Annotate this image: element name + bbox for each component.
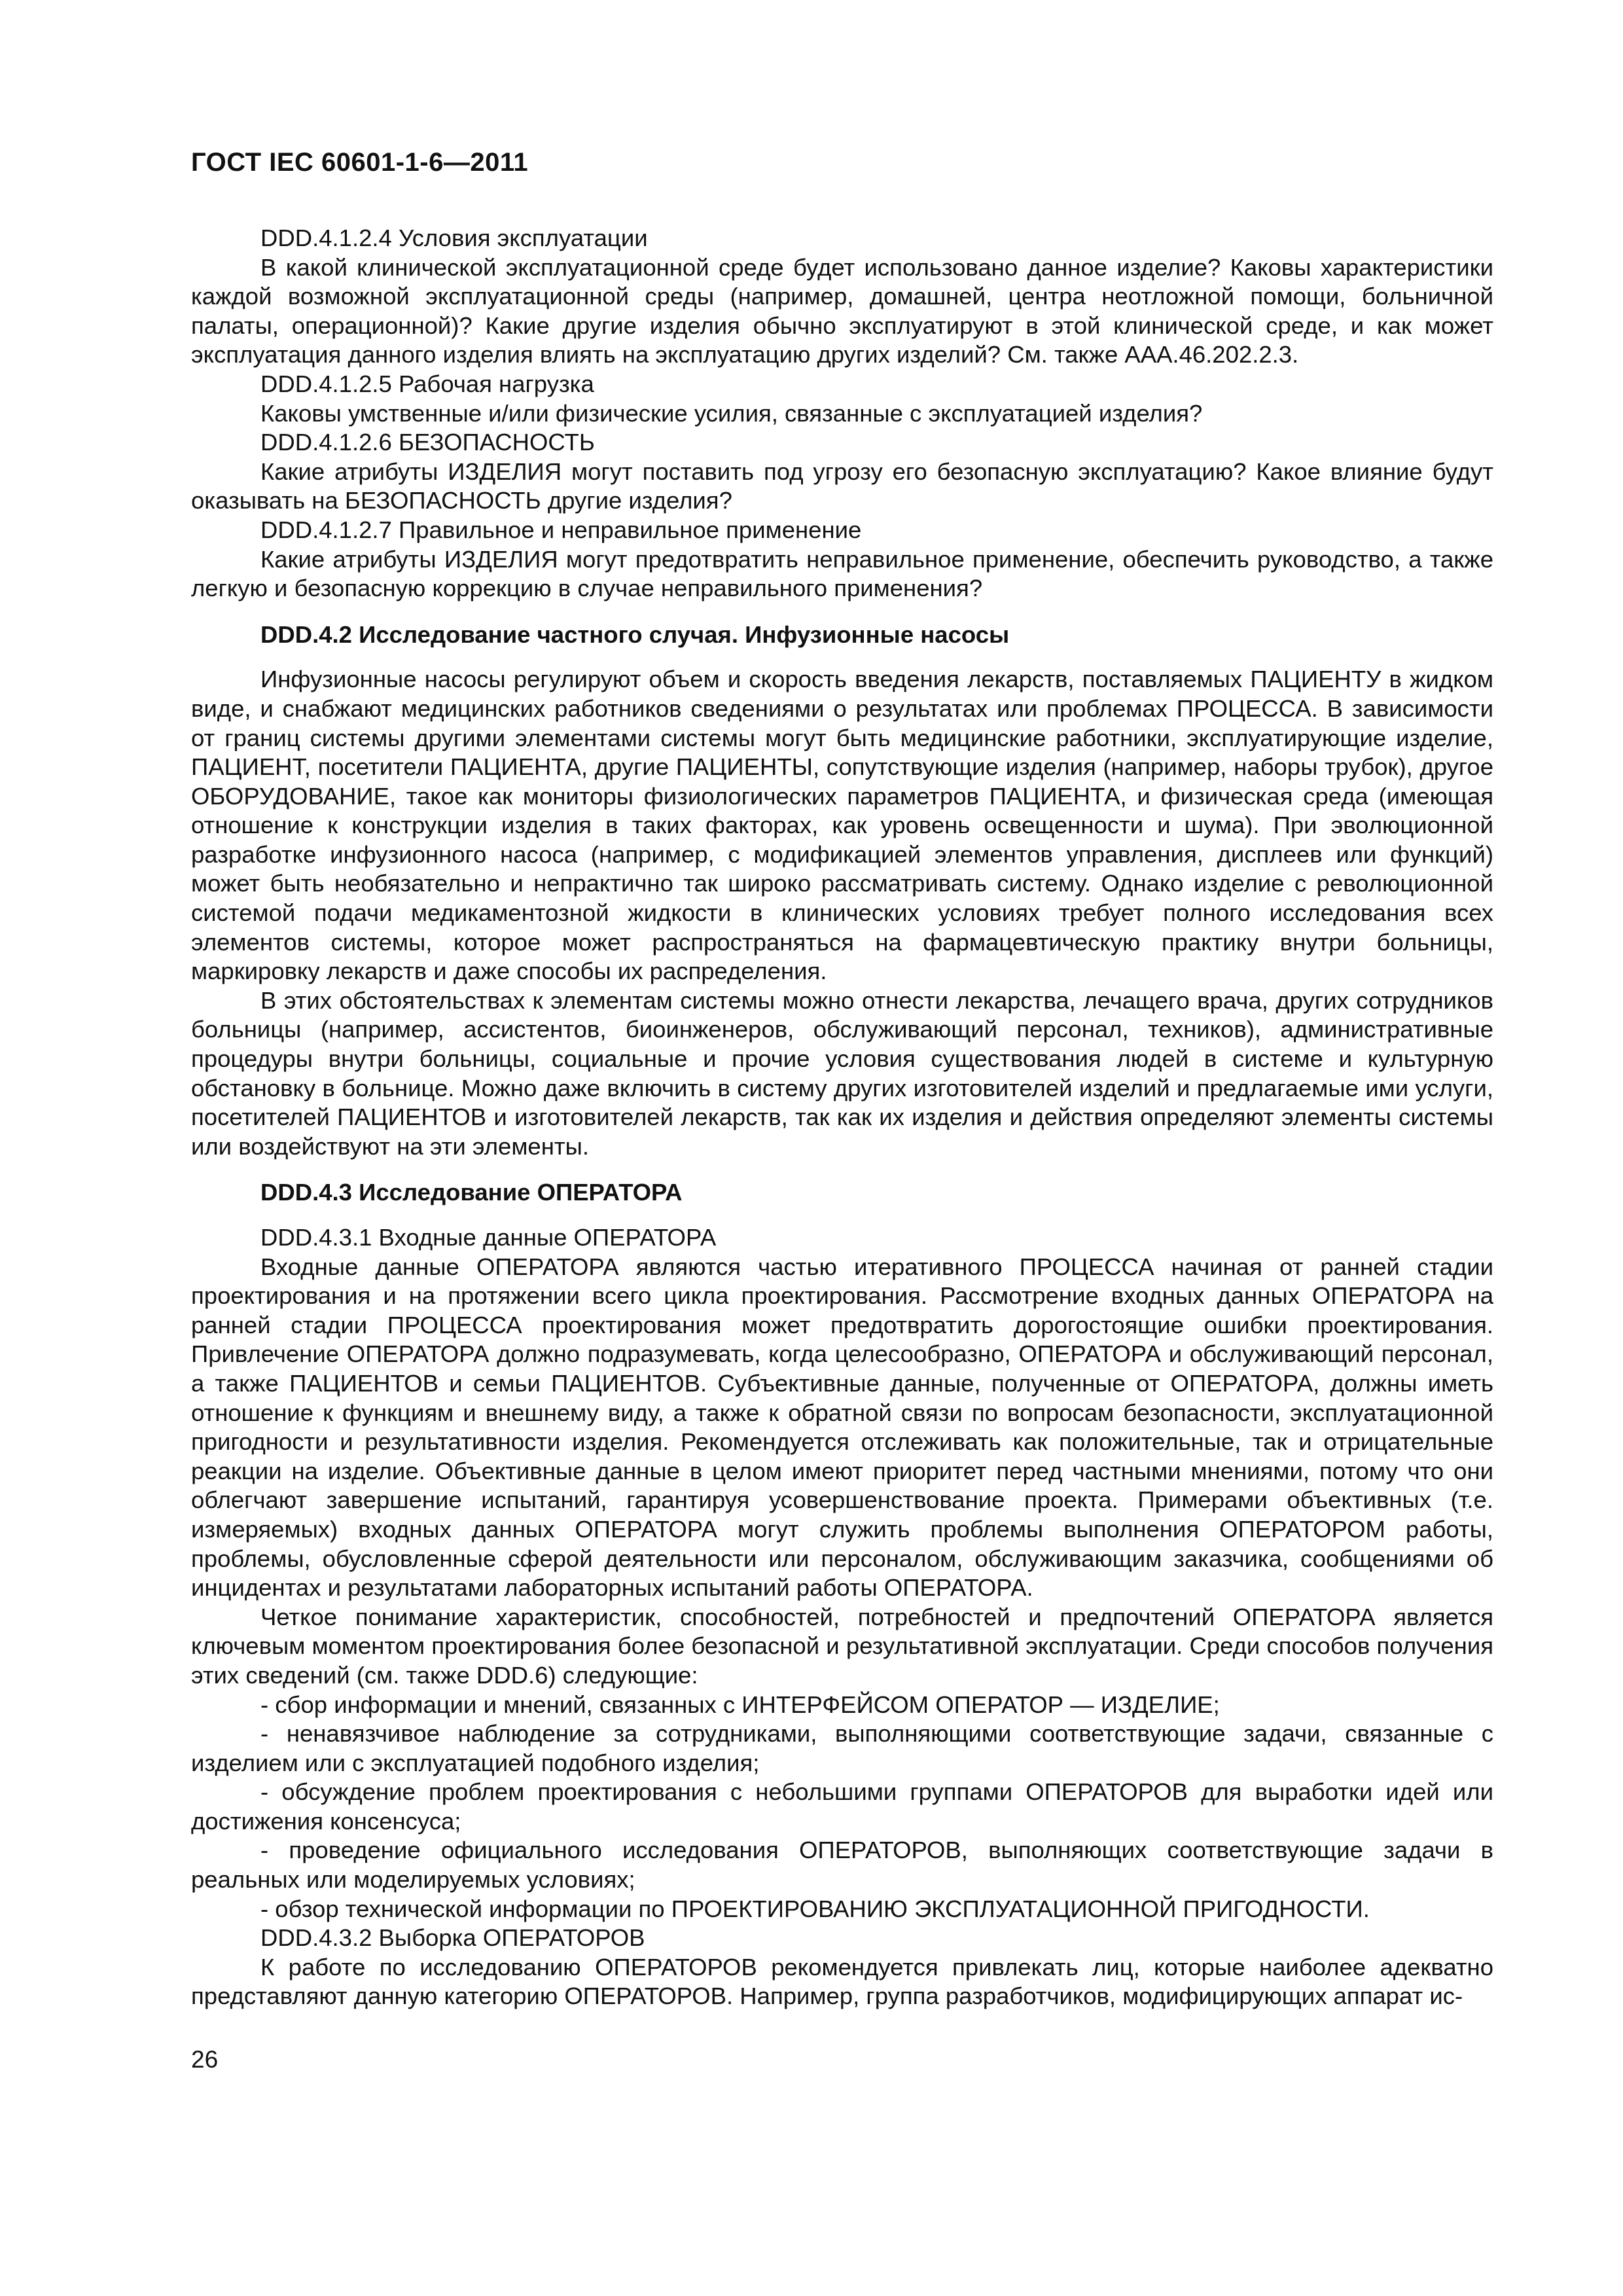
paragraph: Какие атрибуты ИЗДЕЛИЯ могут предотвратить неправильное применение, обеспечить руководство, а также легкую и безопасную коррекцию в случае неправильного применения? <box>191 545 1493 602</box>
document-header: ГОСТ IEC 60601-1-6—2011 <box>191 148 529 177</box>
paragraph: - проведение официального исследования ОПЕРАТОРОВ, выполняющих соответствующие задачи в реальных или моделируемых условиях; <box>191 1837 1493 1893</box>
paragraph: DDD.4.1.2.4 Условия эксплуатации <box>260 224 648 251</box>
paragraph: DDD.4.1.2.5 Рабочая нагрузка <box>260 370 594 397</box>
paragraph: - обзор технической информации по ПРОЕКТИРОВАНИЮ ЭКСПЛУАТАЦИОННОЙ ПРИГОДНОСТИ. <box>260 1895 1370 1922</box>
paragraph: Какие атрибуты ИЗДЕЛИЯ могут поставить под угрозу его безопасную эксплуатацию? Какое влияние будут оказывать на БЕЗОПАСНОСТЬ другие изделия? <box>191 457 1493 514</box>
paragraph: В какой клинической эксплуатационной среде будет использовано данное изделие? Каковы характеристики каждой возможной эксплуатационной среды (например, домашней, центра неотложной помощи, больничной палаты, операционной)? Какие другие изделия обычно эксплуатируют в этой клинической среде, и как может эксплуатация данного изделия влиять на эксплуатацию других изделий? См. также ААА.46.202.2.3. <box>191 253 1493 368</box>
paragraph: К работе по исследованию ОПЕРАТОРОВ рекомендуется привлекать лиц, которые наиболее адекватно представляют данную категорию ОПЕРАТОРОВ. Например, группа разработчиков, модифицирующих аппарат ис- <box>191 1953 1493 2010</box>
paragraph: DDD.4.3.1 Входные данные ОПЕРАТОРА <box>260 1224 717 1251</box>
paragraph: Четкое понимание характеристик, способностей, потребностей и предпочтений ОПЕРАТОРА является ключевым моментом проектирования более безопасной и результативной эксплуатации. Среди способов получения этих сведений (см. также DDD.6) следующие: <box>191 1603 1493 1689</box>
section-heading: DDD.4.2 Исследование частного случая. Инфузионные насосы <box>260 620 1010 648</box>
paragraph: Входные данные ОПЕРАТОРА являются частью итеративного ПРОЦЕССА начиная от ранней стадии проектирования и на протяжении всего цикла проектирования. Рассмотрение входных данных ОПЕРАТОРА на ранней стадии ПРОЦЕССА проектирования может предотвратить дорогостоящие ошибки проектирования. Привлечение ОПЕРАТОРА должно подразумевать, когда целесообразно, ОПЕРАТОРА и обслуживающий персонал, а также ПАЦИЕНТОВ и семьи ПАЦИЕНТОВ. Субъективные данные, полученные от ОПЕРАТОРА, должны иметь отношение к функциям и внешнему виду, а также к обратной связи по вопросам безопасности, эксплуатационной пригодности и результативности изделия. Рекомендуется отслеживать как положительные, так и отрицательные реакции на изделие. Объективные данные в целом имеют приоритет перед частными мнениями, потому что они облегчают завершение испытаний, гарантируя усовершенствование проекта. Примерами объективных (т.е. измеряемых) входных данных ОПЕРАТОРА могут служить проблемы выполнения ОПЕРАТОРОМ работы, проблемы, обусловленные сферой деятельности или персоналом, обслуживающим заказчика, сообщениями об инцидентах и результатами лабораторных испытаний работы ОПЕРАТОРА. <box>191 1253 1493 1602</box>
paragraph: DDD.4.1.2.7 Правильное и неправильное применение <box>260 516 862 543</box>
page-number: 26 <box>191 2046 219 2073</box>
paragraph: Инфузионные насосы регулируют объем и скорость введения лекарств, поставляемых ПАЦИЕНТУ в жидком виде, и снабжают медицинских работников сведениями о результатах или проблемах ПРОЦЕССА. В зависимости от границ системы другими элементами системы могут быть медицинские работники, эксплуатирующие изделие, ПАЦИЕНТ, посетители ПАЦИЕНТА, другие ПАЦИЕНТЫ, сопутствующие изделия (например, наборы трубок), другое ОБОРУДОВАНИЕ, такое как мониторы физиологических параметров ПАЦИЕНТА, и физическая среда (имеющая отношение к конструкции изделия в таких факторах, как уровень освещенности и шума). При эволюционной разработке инфузионного насоса (например, с модификацией элементов управления, дисплеев или функций) может быть необязательно и непрактично так широко рассматривать систему. Однако изделие с революционной системой подачи медикаментозной жидкости в клинических условиях требует полного исследования всех элементов системы, которое может распространяться на фармацевтическую практику внутри больницы, маркировку лекарств и даже способы их распределения. <box>191 666 1493 985</box>
paragraph: DDD.4.1.2.6 БЕЗОПАСНОСТЬ <box>260 429 595 456</box>
paragraph: Каковы умственные и/или физические усилия, связанные с эксплуатацией изделия? <box>260 399 1203 427</box>
section-heading: DDD.4.3 Исследование ОПЕРАТОРА <box>260 1179 683 1206</box>
document-body <box>191 224 1493 2011</box>
paragraph: DDD.4.3.2 Выборка ОПЕРАТОРОВ <box>260 1924 645 1952</box>
paragraph: В этих обстоятельствах к элементам системы можно отнести лекарства, лечащего врача, других сотрудников больницы (например, ассистентов, биоинженеров, обслуживающий персонал, техников), административные процедуры внутри больницы, социальные и прочие условия существования людей в системе и культурную обстановку в больнице. Можно даже включить в систему других изготовителей изделий и предлагаемые ими услуги, посетителей ПАЦИЕНТОВ и изготовителей лекарств, так как их изделия и действия определяют элементы системы или воздействуют на эти элементы. <box>191 986 1493 1160</box>
paragraph: - обсуждение проблем проектирования с небольшими группами ОПЕРАТОРОВ для выработки идей или достижения консенсуса; <box>191 1778 1493 1835</box>
paragraph: - сбор информации и мнений, связанных с ИНТЕРФЕЙСОМ ОПЕРАТОР — ИЗДЕЛИЕ; <box>260 1691 1220 1718</box>
paragraph: - ненавязчивое наблюдение за сотрудниками, выполняющими соответствующие задачи, связанные с изделием или с эксплуатацией подобного изделия; <box>191 1720 1493 1776</box>
